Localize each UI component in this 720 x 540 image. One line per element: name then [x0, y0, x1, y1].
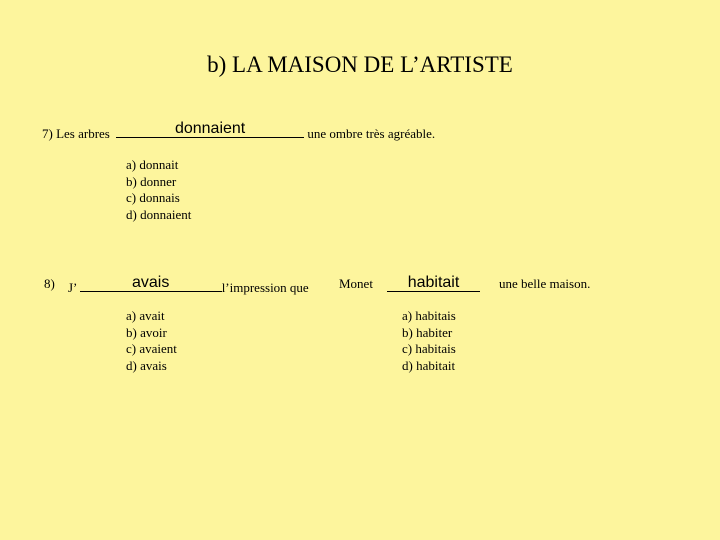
- question-7-prefix: 7) Les arbres: [42, 126, 110, 141]
- question-7-answer: donnaient: [174, 120, 246, 137]
- option-d: d) avais: [126, 358, 167, 374]
- option-a: a) donnait: [126, 157, 179, 172]
- question-8-number: 8): [44, 276, 55, 291]
- question-8-line-1: [68, 276, 309, 296]
- question-8-subject: Monet: [339, 276, 373, 291]
- question-7: [42, 122, 435, 142]
- question-8-prefix: J’: [68, 280, 77, 295]
- option-b: b) donner: [126, 173, 177, 189]
- question-8-answer-2: habitait: [407, 274, 460, 291]
- option-a: a) avait: [126, 308, 165, 323]
- question-8-suffix: une belle maison.: [499, 276, 591, 291]
- question-7-suffix: une ombre très agréable.: [307, 126, 436, 141]
- option-a: a) habitais: [402, 308, 456, 323]
- question-8-options-2: [402, 308, 456, 375]
- question-7-options: [126, 157, 191, 224]
- option-b: b) habiter: [402, 324, 453, 340]
- question-8-line-2: [387, 276, 480, 296]
- question-8-middle: l’impression que: [221, 280, 309, 295]
- question-8-options-1: [126, 308, 177, 375]
- question-8-answer-1: avais: [132, 274, 170, 291]
- option-d: d) habitait: [402, 358, 456, 374]
- option-b: b) avoir: [126, 324, 167, 340]
- option-c: c) avaient: [126, 341, 177, 357]
- option-c: c) habitais: [402, 341, 456, 357]
- question-7-blank: [116, 122, 304, 138]
- option-c: c) donnais: [126, 190, 180, 206]
- slide-title: b) LA MAISON DE L’ARTISTE: [207, 52, 513, 77]
- option-d: d) donnaient: [126, 207, 192, 223]
- question-8-blank-2: [387, 276, 480, 292]
- question-8-blank-1: [80, 276, 222, 292]
